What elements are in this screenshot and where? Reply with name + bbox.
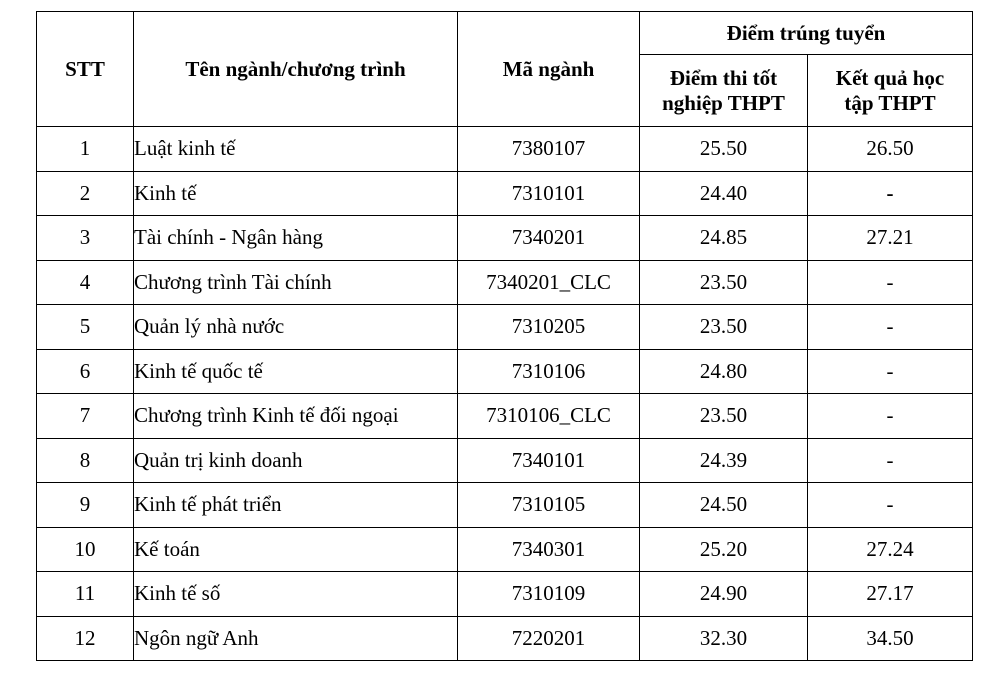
cell-thpt-score: 25.20 <box>640 527 808 572</box>
cell-academic-score: - <box>808 394 973 439</box>
cell-program-code: 7310205 <box>458 305 640 350</box>
table-row <box>37 438 973 483</box>
cell-stt: 9 <box>37 483 134 528</box>
cell-academic-score: 27.21 <box>808 216 973 261</box>
cell-program-code: 7310106_CLC <box>458 394 640 439</box>
header-academic-record-score <box>808 55 973 127</box>
cell-stt: 2 <box>37 171 134 216</box>
header-thpt-exam-score <box>640 55 808 127</box>
cell-stt: 11 <box>37 572 134 617</box>
cell-program-name: Ngôn ngữ Anh <box>134 616 458 661</box>
header-thpt-line2: nghiệp THPT <box>662 90 785 115</box>
cell-stt: 12 <box>37 616 134 661</box>
cell-academic-score: - <box>808 349 973 394</box>
table-row <box>37 305 973 350</box>
cell-thpt-score: 23.50 <box>640 305 808 350</box>
cell-academic-score: - <box>808 260 973 305</box>
header-admission-score: Điểm trúng tuyển <box>640 12 973 55</box>
header-academic-line2: tập THPT <box>844 90 936 115</box>
cell-program-code: 7220201 <box>458 616 640 661</box>
cell-program-name: Tài chính - Ngân hàng <box>134 216 458 261</box>
cell-program-name: Chương trình Tài chính <box>134 260 458 305</box>
cell-academic-score: - <box>808 171 973 216</box>
cell-thpt-score: 23.50 <box>640 394 808 439</box>
cell-academic-score: - <box>808 305 973 350</box>
cell-thpt-score: 32.30 <box>640 616 808 661</box>
cell-thpt-score: 24.40 <box>640 171 808 216</box>
cell-program-code: 7340101 <box>458 438 640 483</box>
header-row-1 <box>37 12 973 55</box>
table-row <box>37 572 973 617</box>
cell-stt: 3 <box>37 216 134 261</box>
cell-program-code: 7340201 <box>458 216 640 261</box>
cell-stt: 6 <box>37 349 134 394</box>
cell-thpt-score: 25.50 <box>640 127 808 172</box>
table-row <box>37 171 973 216</box>
cell-thpt-score: 24.39 <box>640 438 808 483</box>
cell-stt: 4 <box>37 260 134 305</box>
header-program-code: Mã ngành <box>458 12 640 127</box>
header-stt: STT <box>37 12 134 127</box>
table-body <box>37 127 973 661</box>
cell-thpt-score: 23.50 <box>640 260 808 305</box>
table-row <box>37 527 973 572</box>
cell-thpt-score: 24.50 <box>640 483 808 528</box>
table-row <box>37 216 973 261</box>
table-row <box>37 616 973 661</box>
admission-scores-table <box>36 11 973 661</box>
table-row <box>37 127 973 172</box>
cell-program-code: 7340201_CLC <box>458 260 640 305</box>
cell-stt: 5 <box>37 305 134 350</box>
cell-program-name: Luật kinh tế <box>134 127 458 172</box>
cell-thpt-score: 24.80 <box>640 349 808 394</box>
cell-program-code: 7310101 <box>458 171 640 216</box>
header-academic-line1: Kết quả học <box>835 65 945 90</box>
cell-thpt-score: 24.85 <box>640 216 808 261</box>
cell-program-code: 7310105 <box>458 483 640 528</box>
cell-program-name: Kinh tế <box>134 171 458 216</box>
cell-stt: 10 <box>37 527 134 572</box>
cell-academic-score: - <box>808 438 973 483</box>
cell-thpt-score: 24.90 <box>640 572 808 617</box>
table-row <box>37 394 973 439</box>
cell-academic-score: - <box>808 483 973 528</box>
cell-academic-score: 34.50 <box>808 616 973 661</box>
table-row <box>37 260 973 305</box>
cell-academic-score: 26.50 <box>808 127 973 172</box>
cell-program-code: 7380107 <box>458 127 640 172</box>
cell-program-name: Quản lý nhà nước <box>134 305 458 350</box>
cell-program-code: 7340301 <box>458 527 640 572</box>
header-program-name: Tên ngành/chương trình <box>134 12 458 127</box>
cell-program-name: Kế toán <box>134 527 458 572</box>
cell-academic-score: 27.24 <box>808 527 973 572</box>
header-thpt-line1: Điểm thi tốt <box>669 65 778 90</box>
cell-program-code: 7310106 <box>458 349 640 394</box>
cell-stt: 1 <box>37 127 134 172</box>
cell-program-name: Kinh tế số <box>134 572 458 617</box>
cell-stt: 7 <box>37 394 134 439</box>
table-row <box>37 483 973 528</box>
cell-stt: 8 <box>37 438 134 483</box>
cell-program-code: 7310109 <box>458 572 640 617</box>
table-header <box>37 12 973 127</box>
cell-program-name: Kinh tế phát triển <box>134 483 458 528</box>
cell-program-name: Quản trị kinh doanh <box>134 438 458 483</box>
cell-academic-score: 27.17 <box>808 572 973 617</box>
cell-program-name: Chương trình Kinh tế đối ngoại <box>134 394 458 439</box>
table-row <box>37 349 973 394</box>
cell-program-name: Kinh tế quốc tế <box>134 349 458 394</box>
